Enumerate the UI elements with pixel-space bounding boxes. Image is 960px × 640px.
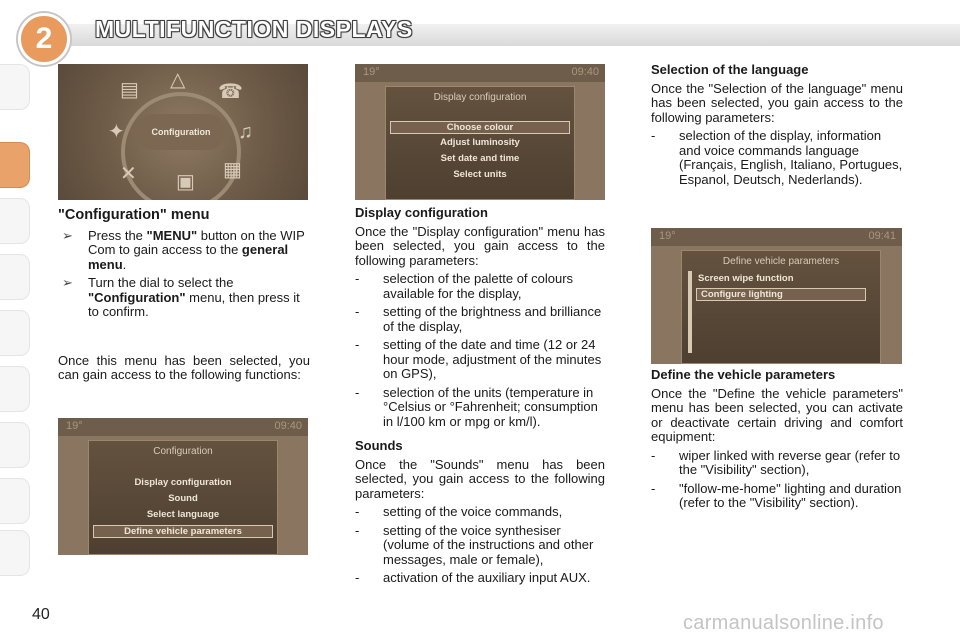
screen-menu-option-selected[interactable]: Define vehicle parameters <box>93 525 273 538</box>
watermark: carmanualsonline.info <box>683 612 884 634</box>
section-heading: "Configuration" menu <box>58 207 210 223</box>
screen-menu-option[interactable]: Select units <box>453 169 507 180</box>
screen-clock: 09:40 <box>274 420 302 432</box>
menu-center-label: Configuration <box>136 114 226 150</box>
list-item: - activation of the auxiliary input AUX. <box>355 570 591 585</box>
screen-clock: 09:41 <box>868 230 896 242</box>
screen-menu-option[interactable]: Display configuration <box>134 477 232 488</box>
list-item: - wiper linked with reverse gear (refer to the "Visibility" section), <box>651 447 901 477</box>
list-item: - "follow-me-home" lighting and duration (refer to the "Visibility" section). <box>651 480 902 510</box>
screen-menu-option[interactable]: Adjust luminosity <box>440 137 520 148</box>
list-item: - selection of the display, information and voice commands language (Français, English, Italiano, Portugues, Espanol, Deutsch, Nederlands). <box>651 128 903 187</box>
chapter-tab[interactable] <box>0 310 30 356</box>
screen-menu-option[interactable]: Select language <box>146 509 220 520</box>
chapter-tabs <box>0 64 34 576</box>
screen-temperature: 19° <box>659 230 676 242</box>
navigation-icon: ✦ <box>108 121 125 143</box>
column-language <box>651 63 903 191</box>
screen-title: Configuration <box>153 446 213 457</box>
column-display-sounds <box>355 206 605 590</box>
intro-paragraph: Once the "Display configuration" menu has been selected, you gain access to the following parameters: <box>355 223 605 268</box>
tools-icon: ✕ <box>120 163 137 185</box>
screen-title: Display configuration <box>433 92 527 103</box>
chapter-tab[interactable] <box>0 64 30 110</box>
screen-menu-option-selected[interactable]: Configure lighting <box>696 288 866 301</box>
configuration-screen <box>58 418 308 555</box>
chapter-tab[interactable] <box>0 530 30 576</box>
intro-paragraph: Once the "Sounds" menu has been selected, you gain access to the following parameters: <box>355 456 605 501</box>
screen-menu-option-selected[interactable]: Choose colour <box>390 121 570 134</box>
list-item: - selection of the palette of colours available for the display, <box>355 271 574 301</box>
screen-menu-panel <box>681 250 881 364</box>
section-heading: Define the vehicle parameters <box>651 367 836 382</box>
chapter-tab[interactable] <box>0 254 30 300</box>
intro-paragraph: Once the "Selection of the language" menu has been selected, you gain access to the following parameters: <box>651 80 903 125</box>
page-title: MULTIFUNCTION DISPLAYS <box>95 16 413 42</box>
chapter-tab[interactable] <box>0 478 30 524</box>
section-heading: Sounds <box>355 438 403 453</box>
list-item: - setting of the brightness and brilliance of the display, <box>355 304 602 334</box>
screen-title: Define vehicle parameters <box>722 256 840 267</box>
step-item: ➢ Press the "MENU" button on the WIP Com to gain access to the general menu. <box>58 229 310 273</box>
radio-icon: ▤ <box>120 79 139 101</box>
column-vehicle <box>651 368 903 515</box>
screen-temperature: 19° <box>363 66 380 78</box>
chapter-tab[interactable] <box>0 198 30 244</box>
section-heading: Display configuration <box>355 205 488 220</box>
list-item: - selection of the units (temperature in °Celsius or °Fahrenheit; consumption in l/100 km or mpg or km/l). <box>355 384 598 429</box>
phone-icon: ☎ <box>218 81 243 103</box>
screen-clock: 09:40 <box>571 66 599 78</box>
list-item: - setting of the voice synthesiser (volume of the instructions and other messages, male or female), <box>355 522 594 567</box>
grid-icon: ▦ <box>223 159 242 181</box>
list-item: - setting of the date and time (12 or 24 hour mode, adjustment of the minutes on GPS), <box>355 337 602 381</box>
list-item: - setting of the voice commands, <box>355 504 563 519</box>
screen-menu-panel <box>385 86 575 200</box>
screen-menu-panel <box>88 440 278 555</box>
screen-temperature: 19° <box>66 420 83 432</box>
chapter-tab[interactable] <box>0 366 30 412</box>
intro-paragraph: Once this menu has been selected, you can gain access to the following functions: <box>58 352 310 382</box>
car-icon: ▣ <box>176 171 195 193</box>
chapter-badge: 2 <box>18 13 70 65</box>
vehicle-parameters-screen <box>651 228 902 364</box>
step-item: ➢ Turn the dial to select the "Configuration" menu, then press it to confirm. <box>58 276 310 320</box>
section-heading: Selection of the language <box>651 62 809 77</box>
warning-icon: △ <box>170 69 186 91</box>
audio-icon: ♫ <box>238 121 253 143</box>
page-number: 40 <box>32 606 50 623</box>
screen-menu-option[interactable]: Screen wipe function <box>698 273 794 284</box>
chapter-tab[interactable] <box>0 422 30 468</box>
arrow-bullet-icon: ➢ <box>62 227 73 243</box>
column-configuration <box>58 208 310 387</box>
menu-photo <box>58 64 308 200</box>
intro-paragraph: Once the "Define the vehicle parameters" menu has been selected, you can activate or deactivate certain driving and comfort equipment: <box>651 385 903 444</box>
chapter-tab-active[interactable] <box>0 142 30 188</box>
screen-menu-option[interactable]: Set date and time <box>440 153 520 164</box>
display-configuration-screen <box>355 64 605 200</box>
screen-menu-option[interactable]: Sound <box>168 493 198 504</box>
arrow-bullet-icon: ➢ <box>62 275 73 290</box>
